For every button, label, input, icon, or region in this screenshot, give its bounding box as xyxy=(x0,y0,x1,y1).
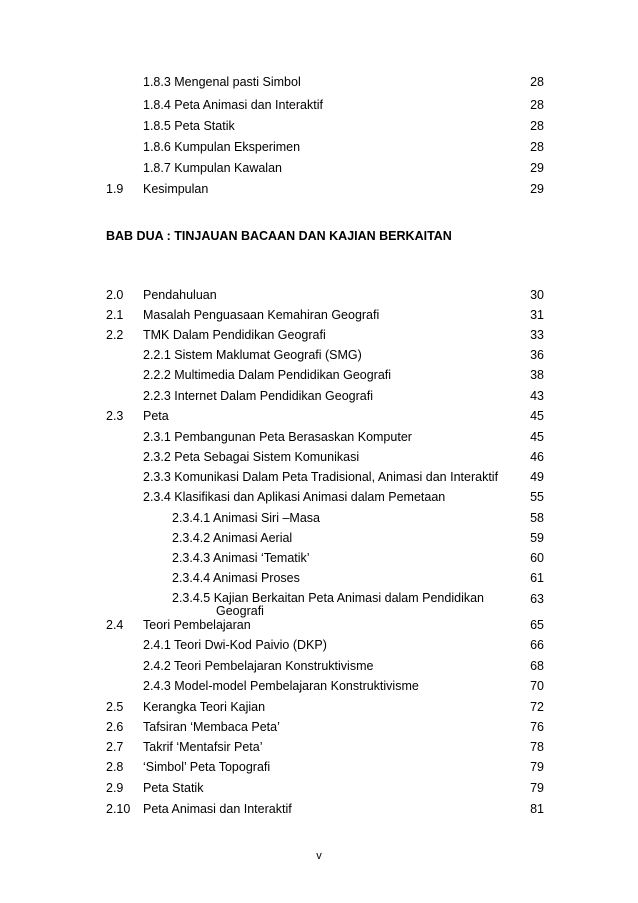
toc-entry xyxy=(0,138,638,156)
toc-entry-number: 2.8 xyxy=(106,760,124,774)
toc-entry-title-text: 2.3.4 Klasifikasi dan Aplikasi Animasi dalam Pemetaan xyxy=(143,490,446,504)
toc-entry-title-text: Peta Animasi dan Interaktif xyxy=(143,802,292,816)
toc-entry-page: 46 xyxy=(530,450,544,464)
toc-entry xyxy=(0,636,638,654)
toc-entry-title xyxy=(143,718,280,736)
toc-entry-title xyxy=(172,509,320,527)
toc-entry-page: 81 xyxy=(530,802,544,816)
toc-entry-title-text: 2.3.4.3 Animasi ‘Tematik’ xyxy=(172,551,310,565)
toc-entry-title-text: 1.8.7 Kumpulan Kawalan xyxy=(143,161,282,175)
toc-entry-title xyxy=(143,407,169,425)
toc-entry xyxy=(0,73,638,91)
toc-entry-title-text: 2.2.3 Internet Dalam Pendidikan Geografi xyxy=(143,389,373,403)
toc-entry xyxy=(0,779,638,797)
toc-entry xyxy=(0,698,638,716)
toc-entry-title xyxy=(143,657,373,675)
toc-entry-page: 70 xyxy=(530,679,544,693)
toc-entry-title xyxy=(143,488,445,506)
toc-entry xyxy=(0,346,638,364)
toc-entry xyxy=(0,428,638,446)
toc-entry-title-text: 1.8.3 Mengenal pasti Simbol xyxy=(143,75,301,89)
toc-entry-title-text: Teori Pembelajaran xyxy=(143,618,251,632)
toc-entry-page: 58 xyxy=(530,511,544,525)
toc-entry-page: 43 xyxy=(530,389,544,403)
toc-entry-title xyxy=(143,96,323,114)
toc-entry-title xyxy=(143,138,300,156)
toc-entry-number: 2.6 xyxy=(106,720,124,734)
toc-entry-page: 28 xyxy=(530,98,544,112)
toc-entry-title-text: ‘Simbol’ Peta Topografi xyxy=(143,760,271,774)
toc-entry-page: 55 xyxy=(530,490,544,504)
toc-entry-number: 2.0 xyxy=(106,288,124,302)
toc-entry-page: 28 xyxy=(530,119,544,133)
toc-entry-title-text: 2.2.2 Multimedia Dalam Pendidikan Geografi xyxy=(143,368,392,382)
toc-entry-title xyxy=(143,779,203,797)
toc-entry-title xyxy=(143,677,419,695)
toc-entry-page: 33 xyxy=(530,328,544,342)
toc-entry-page: 38 xyxy=(530,368,544,382)
toc-entry-title xyxy=(143,428,412,446)
toc-entry-title xyxy=(143,468,498,486)
toc-entry xyxy=(0,569,638,587)
toc-entry-number: 2.7 xyxy=(106,740,124,754)
toc-entry xyxy=(0,407,638,425)
toc-entry-title xyxy=(143,800,292,818)
toc-entry-number: 2.9 xyxy=(106,781,124,795)
toc-entry-page: 72 xyxy=(530,700,544,714)
toc-entry xyxy=(0,590,638,618)
toc-entry-page: 29 xyxy=(530,182,544,196)
toc-entry-title xyxy=(143,698,265,716)
toc-entry xyxy=(0,677,638,695)
toc-entry-page: 63 xyxy=(530,592,544,606)
toc-entry-page: 28 xyxy=(530,75,544,89)
toc-entry xyxy=(0,117,638,135)
toc-entry-page: 79 xyxy=(530,781,544,795)
toc-entry-title xyxy=(143,346,362,364)
toc-entry-title-text: Tafsiran ‘Membaca Peta’ xyxy=(143,720,280,734)
toc-entry-title-text: 2.3.4.5 Kajian Berkaitan Peta Animasi dalam Pendidikan xyxy=(172,591,484,605)
toc-entry-number: 2.3 xyxy=(106,409,124,423)
toc-entry xyxy=(0,326,638,344)
toc-entry-title xyxy=(143,366,391,384)
toc-entry-title xyxy=(172,529,292,547)
toc-entry xyxy=(0,286,638,304)
toc-entry xyxy=(0,657,638,675)
toc-entry-number: 2.1 xyxy=(106,308,124,322)
toc-entry-title-text: 2.2.1 Sistem Maklumat Geografi (SMG) xyxy=(143,348,362,362)
toc-entry-page: 45 xyxy=(530,430,544,444)
toc-entry-title-text: 2.3.4.4 Animasi Proses xyxy=(172,571,300,585)
toc-entry-page: 65 xyxy=(530,618,544,632)
toc-entry-title-text: 2.4.3 Model-model Pembelajaran Konstruktivisme xyxy=(143,679,419,693)
toc-entry-title-text: 1.8.6 Kumpulan Eksperimen xyxy=(143,140,301,154)
toc-entry-page: 60 xyxy=(530,551,544,565)
toc-entry-page: 36 xyxy=(530,348,544,362)
toc-entry-title-text: 2.3.4.1 Animasi Siri –Masa xyxy=(172,511,320,525)
toc-entry-title xyxy=(143,180,208,198)
toc-entry-page: 76 xyxy=(530,720,544,734)
toc-entry-title xyxy=(143,286,217,304)
toc-entry-page: 78 xyxy=(530,740,544,754)
toc-entry-title-text: Masalah Penguasaan Kemahiran Geografi xyxy=(143,308,380,322)
toc-entry-title-text: Takrif ‘Mentafsir Peta’ xyxy=(143,740,263,754)
toc-entry xyxy=(0,306,638,324)
toc-entry-title-text: TMK Dalam Pendidikan Geografi xyxy=(143,328,326,342)
toc-entry-title xyxy=(143,738,262,756)
toc-entry xyxy=(0,616,638,634)
toc-entry-title xyxy=(143,387,373,405)
toc-entry xyxy=(0,96,638,114)
toc-entry xyxy=(0,448,638,466)
toc-entry-number: 2.10 xyxy=(106,802,131,816)
toc-entry-title xyxy=(143,616,251,634)
toc-entry xyxy=(0,529,638,547)
toc-entry-number: 2.5 xyxy=(106,700,124,714)
toc-entry-page: 28 xyxy=(530,140,544,154)
toc-entry-title xyxy=(143,636,327,654)
toc-entry xyxy=(0,468,638,486)
toc-entry xyxy=(0,718,638,736)
toc-entry-title xyxy=(172,549,310,567)
toc-entry-title-text: 2.3.2 Peta Sebagai Sistem Komunikasi xyxy=(143,450,360,464)
toc-entry-title-text: Peta xyxy=(143,409,169,423)
toc-entry xyxy=(0,509,638,527)
toc-entry xyxy=(0,159,638,177)
toc-entry-page: 30 xyxy=(530,288,544,302)
toc-entry xyxy=(0,366,638,384)
toc-entry-title-text: Kesimpulan xyxy=(143,182,209,196)
toc-entry-page: 79 xyxy=(530,760,544,774)
toc-entry-title xyxy=(143,326,326,344)
toc-entry-title-text: 2.4.2 Teori Pembelajaran Konstruktivisme xyxy=(143,659,374,673)
toc-entry-title-text: 1.8.5 Peta Statik xyxy=(143,119,235,133)
toc-entry-title xyxy=(143,448,359,466)
toc-entry-title xyxy=(172,592,484,618)
toc-entry-page: 66 xyxy=(530,638,544,652)
toc-entry-number: 2.4 xyxy=(106,618,124,632)
toc-entry-title-text: 2.3.1 Pembangunan Peta Berasaskan Komputer xyxy=(143,430,412,444)
toc-entry-title xyxy=(143,117,235,135)
toc-entry-title xyxy=(172,569,300,587)
toc-entry xyxy=(0,800,638,818)
toc-entry-page: 68 xyxy=(530,659,544,673)
toc-entry-title-text: 2.3.4.2 Animasi Aerial xyxy=(172,531,293,545)
toc-entry-title xyxy=(143,159,282,177)
toc-entry-page: 59 xyxy=(530,531,544,545)
toc-entry xyxy=(0,549,638,567)
toc-entry xyxy=(0,488,638,506)
toc-entry-page: 31 xyxy=(530,308,544,322)
toc-entry-page: 45 xyxy=(530,409,544,423)
toc-entry-page: 61 xyxy=(530,571,544,585)
toc-entry-number: 1.9 xyxy=(106,182,124,196)
toc-entry xyxy=(0,758,638,776)
toc-entry-title-text: 2.4.1 Teori Dwi-Kod Paivio (DKP) xyxy=(143,638,327,652)
toc-entry-title-text: Kerangka Teori Kajian xyxy=(143,700,266,714)
toc-entry xyxy=(0,738,638,756)
toc-entry-title xyxy=(143,73,301,91)
toc-entry-number: 2.2 xyxy=(106,328,124,342)
toc-entry-title-text: 1.8.4 Peta Animasi dan Interaktif xyxy=(143,98,323,112)
toc-entry-title-text: Peta Statik xyxy=(143,781,204,795)
toc-entry xyxy=(0,180,638,198)
toc-entry-title-continuation: Geografi xyxy=(216,604,264,618)
toc-entry-page: 29 xyxy=(530,161,544,175)
toc-entry xyxy=(0,387,638,405)
toc-entry-title-text: 2.3.3 Komunikasi Dalam Peta Tradisional, Animasi dan Interaktif xyxy=(143,470,499,484)
chapter-heading: BAB DUA : TINJAUAN BACAAN DAN KAJIAN BERKAITAN xyxy=(106,229,452,243)
page-number-footer: v xyxy=(316,850,322,862)
toc-entry-title xyxy=(143,306,379,324)
toc-entry-page: 49 xyxy=(530,470,544,484)
toc-entry-title xyxy=(143,758,270,776)
toc-entry-title-text: Pendahuluan xyxy=(143,288,217,302)
